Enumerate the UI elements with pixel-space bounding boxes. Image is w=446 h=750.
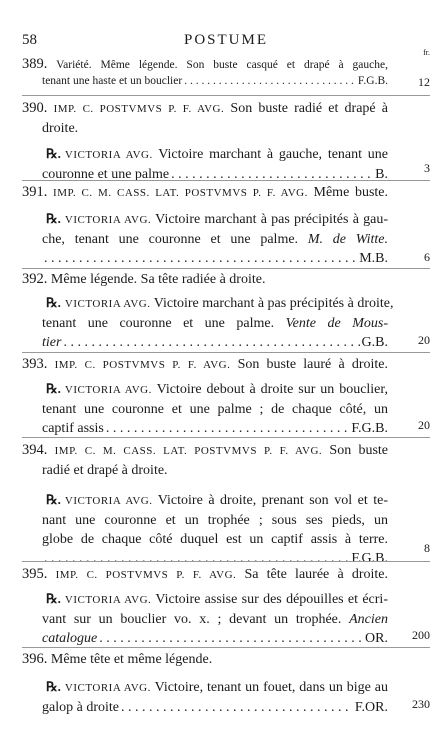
entry-reference: G.B. (361, 335, 388, 350)
reverse-legend: VICTORIA AVG. (64, 594, 152, 606)
source-note: M. de Witte. (307, 232, 388, 247)
reverse-symbol: ℞. (46, 492, 61, 507)
entry-reference: F.OR. (354, 700, 388, 715)
reverse-legend: VICTORIA AVG. (64, 495, 153, 507)
entry-391: 391. IMP. C. M. CASS. LAT. POSTVMVS P. F. AVG. Même buste. ℞. VICTORIA AVG. Victoire marchant à pas précipités à gau- che, tenant une couronne et une palme. M. de Witte. . . . M.B. (22, 183, 388, 268)
entry-divider (22, 561, 430, 562)
reverse-symbol: ℞. (46, 591, 61, 606)
entry-text: Variété. Même légende. Son buste casqué et drapé à gauche, (56, 59, 388, 71)
entry-394: 394. IMP. C. M. CASS. LAT. POSTVMVS P. F. AVG. Son buste radié et drapé à droite. ℞. VICTORIA AVG. Victoire à droite, prenant son vol et te- nant une couronne et un trophée ; sous ses pieds, un globe de chaque côté duquel est un captif assis à terre. . . . F.G.B. (22, 441, 388, 568)
reverse-symbol: ℞. (46, 679, 61, 694)
reverse-legend: VICTORIA AVG. (64, 214, 152, 226)
entry-divider (22, 180, 430, 181)
price: 20 (418, 333, 430, 347)
entry-reference: F.G.B. (357, 75, 388, 87)
obverse-legend: IMP. C. POSTVMVS P. F. AVG. (55, 569, 237, 581)
source-note: Vente de Mous- (285, 316, 388, 331)
unit-label: fr. (423, 48, 430, 57)
entry-reference: F.G.B. (351, 551, 388, 566)
page-header (22, 32, 430, 57)
reverse-legend: VICTORIA AVG. (64, 384, 152, 396)
reverse-legend: VICTORIA AVG. (64, 149, 153, 161)
reverse-symbol: ℞. (46, 146, 61, 161)
price: 12 (418, 75, 430, 89)
price: 230 (412, 697, 430, 711)
reverse-symbol: ℞. (46, 211, 61, 226)
running-title: POSTUME (183, 32, 268, 48)
entry-divider (22, 437, 430, 438)
entry-393: 393. IMP. C. POSTVMVS P. F. AVG. Son buste lauré à droite. ℞. VICTORIA AVG. Victoire debout à droite sur un bouclier, tenant une couronne et une palme ; de chaque côté, un captif assis . . . F.G.B. (22, 355, 388, 438)
entry-390: 390. IMP. C. POSTVMVS P. F. AVG. Son buste radié et drapé à droite. ℞. VICTORIA AVG. Victoire marchant à gauche, tenant une couronne et une palme . . . B. (22, 99, 388, 184)
price: 3 (424, 161, 430, 175)
page-number: 58 (22, 32, 37, 48)
entry-divider (22, 268, 430, 269)
entry-389: 389. Variété. Même légende. Son buste casqué et drapé à gauche, tenant une haste et un bouclier . . . F.G.B. (22, 56, 388, 89)
price: 6 (424, 250, 430, 264)
entry-reference: OR. (365, 631, 388, 646)
obverse-legend: IMP. C. POSTVMVS P. F. AVG. (54, 359, 231, 371)
entry-text: tenant une haste et un bouclier (42, 75, 183, 87)
source-note: Ancien (349, 612, 388, 627)
price: 200 (412, 628, 430, 642)
entry-reference: F.G.B. (351, 421, 388, 436)
entry-reference: B. (375, 167, 388, 182)
price: 20 (418, 418, 430, 432)
entry-396: 396. Même tête et même légende. ℞. VICTORIA AVG. Victoire, tenant un fouet, dans un bige au galop à droite . . . F.OR. (22, 650, 388, 717)
entry-divider (22, 95, 430, 96)
price: 8 (424, 541, 430, 555)
reverse-symbol: ℞. (46, 295, 61, 310)
entry-divider (22, 647, 430, 648)
reverse-legend: VICTORIA AVG. (64, 298, 151, 310)
reverse-legend: VICTORIA AVG. (64, 682, 151, 694)
obverse-legend: IMP. C. M. CASS. LAT. POSTVMVS P. F. AVG. (53, 187, 308, 199)
obverse-legend: IMP. C. POSTVMVS P. F. AVG. (53, 103, 225, 115)
entry-392: 392. Même légende. Sa tête radiée à droite. ℞. VICTORIA AVG. Victoire marchant à pas précipités à droite, tenant une couronne et une palme. Vente de Mous- tier . . . G.B. (22, 270, 388, 352)
entry-reference: M.B. (359, 251, 388, 266)
reverse-symbol: ℞. (46, 381, 61, 396)
entry-395: 395. IMP. C. POSTVMVS P. F. AVG. Sa tête laurée à droite. ℞. VICTORIA AVG. Victoire assise sur des dépouilles et écri- vant sur un bouclier vo. x. ; devant un trophée. Ancien catalogue . . . OR. (22, 565, 388, 648)
entry-divider (22, 352, 430, 353)
obverse-legend: IMP. C. M. CASS. LAT. POSTVMVS P. F. AVG. (54, 445, 323, 457)
